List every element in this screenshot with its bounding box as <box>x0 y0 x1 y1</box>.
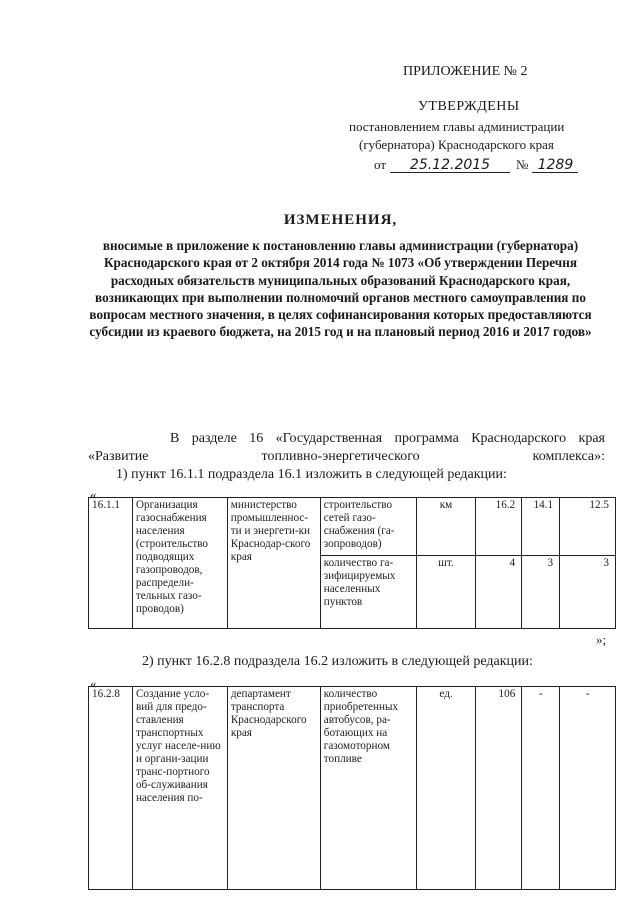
item-2-text: 2) пункт 16.2.8 подраздела 16.2 изложить в следующей редакции: <box>142 654 533 669</box>
document-subtitle: вносимые в приложение к постановлению главы администрации (губернатора) Краснодарского края от 2 октября 2014 года № 1073 «Об утверждении Перечня расходных обязательств муниципальных образований Краснодарского края, возникающих при выполнении полномочий органов местного самоуправления по вопросам местного значения, в целях софинансирования которых предоставляются субсидии из краевого бюджета, на 2015 год и на плановый период 2016 и 2017 годов» <box>89 238 592 340</box>
table-cell-unit: км <box>416 498 476 556</box>
table-cell-name: Создание усло-вий для предо-ставления транспортных услуг населе-нию и органи-зации транс-портного об-служивания населения по- <box>132 687 227 890</box>
approval-line-2: (губернатора) Краснодарского края <box>359 137 554 152</box>
table-cell-value: 106 <box>476 687 522 890</box>
document-title-block <box>88 212 593 341</box>
table-cell-value: - <box>522 687 560 890</box>
quote-open-1: « <box>90 487 97 502</box>
table-cell-value: - <box>560 687 616 890</box>
approved-label: УТВЕРЖДЕНЫ <box>418 99 520 114</box>
table-cell-value: 14.1 <box>522 498 560 556</box>
table-cell-unit: шт. <box>416 556 476 629</box>
table-cell-value: 12.5 <box>560 498 616 556</box>
handwritten-number: 1289 <box>532 159 578 173</box>
table-cell-value: 16.2 <box>476 498 522 556</box>
table-cell-indicator: строительство сетей газо-снабжения (га-зопроводов) <box>320 498 416 556</box>
approval-line-1: постановлением главы администрации <box>349 119 565 134</box>
quote-open-2: « <box>90 676 97 691</box>
table-16-2-8 <box>88 686 616 890</box>
document-title: ИЗМЕНЕНИЯ, <box>283 212 398 228</box>
table-row <box>89 687 616 890</box>
item-1-text: 1) пункт 16.1.1 подраздела 16.1 изложить в следующей редакции: <box>116 467 507 482</box>
appendix-label: ПРИЛОЖЕНИЕ № 2 <box>403 64 528 79</box>
table-cell-value: 4 <box>476 556 522 629</box>
table-cell-code: 16.2.8 <box>89 687 133 890</box>
table-cell-unit: ед. <box>416 687 476 890</box>
table-cell-indicator: количество приобретенных автобусов, ра-ботающих на газомоторном топливе <box>320 687 416 890</box>
table-cell-indicator: количество га-зифицируемых населенных пунктов <box>320 556 416 629</box>
table-cell-ministry: департамент транспорта Краснодарского края <box>227 687 320 890</box>
table-cell-code: 16.1.1 <box>89 498 133 629</box>
quote-close-1: »; <box>596 632 607 647</box>
table-16-1-1 <box>88 497 616 629</box>
intro-text <box>88 430 605 484</box>
table-cell-ministry: министерство промышленнос-ти и энергети-ки Краснодар-ского края <box>227 498 320 629</box>
number-prefix: № <box>516 157 529 172</box>
table-cell-value: 3 <box>560 556 616 629</box>
table-row <box>89 498 616 556</box>
table-cell-value: 3 <box>522 556 560 629</box>
intro-paragraph: В разделе 16 «Государственная программа Краснодарского края «Развитие топливно-энергетического комплекса»: <box>88 431 605 464</box>
date-prefix: от <box>374 157 387 172</box>
handwritten-date: 25.12.2015 <box>390 159 510 173</box>
date-number-line <box>374 157 578 173</box>
table-cell-name: Организация газоснабжения населения (строительство подводящих газопроводов, распредели-тельных газо-проводов) <box>132 498 227 629</box>
